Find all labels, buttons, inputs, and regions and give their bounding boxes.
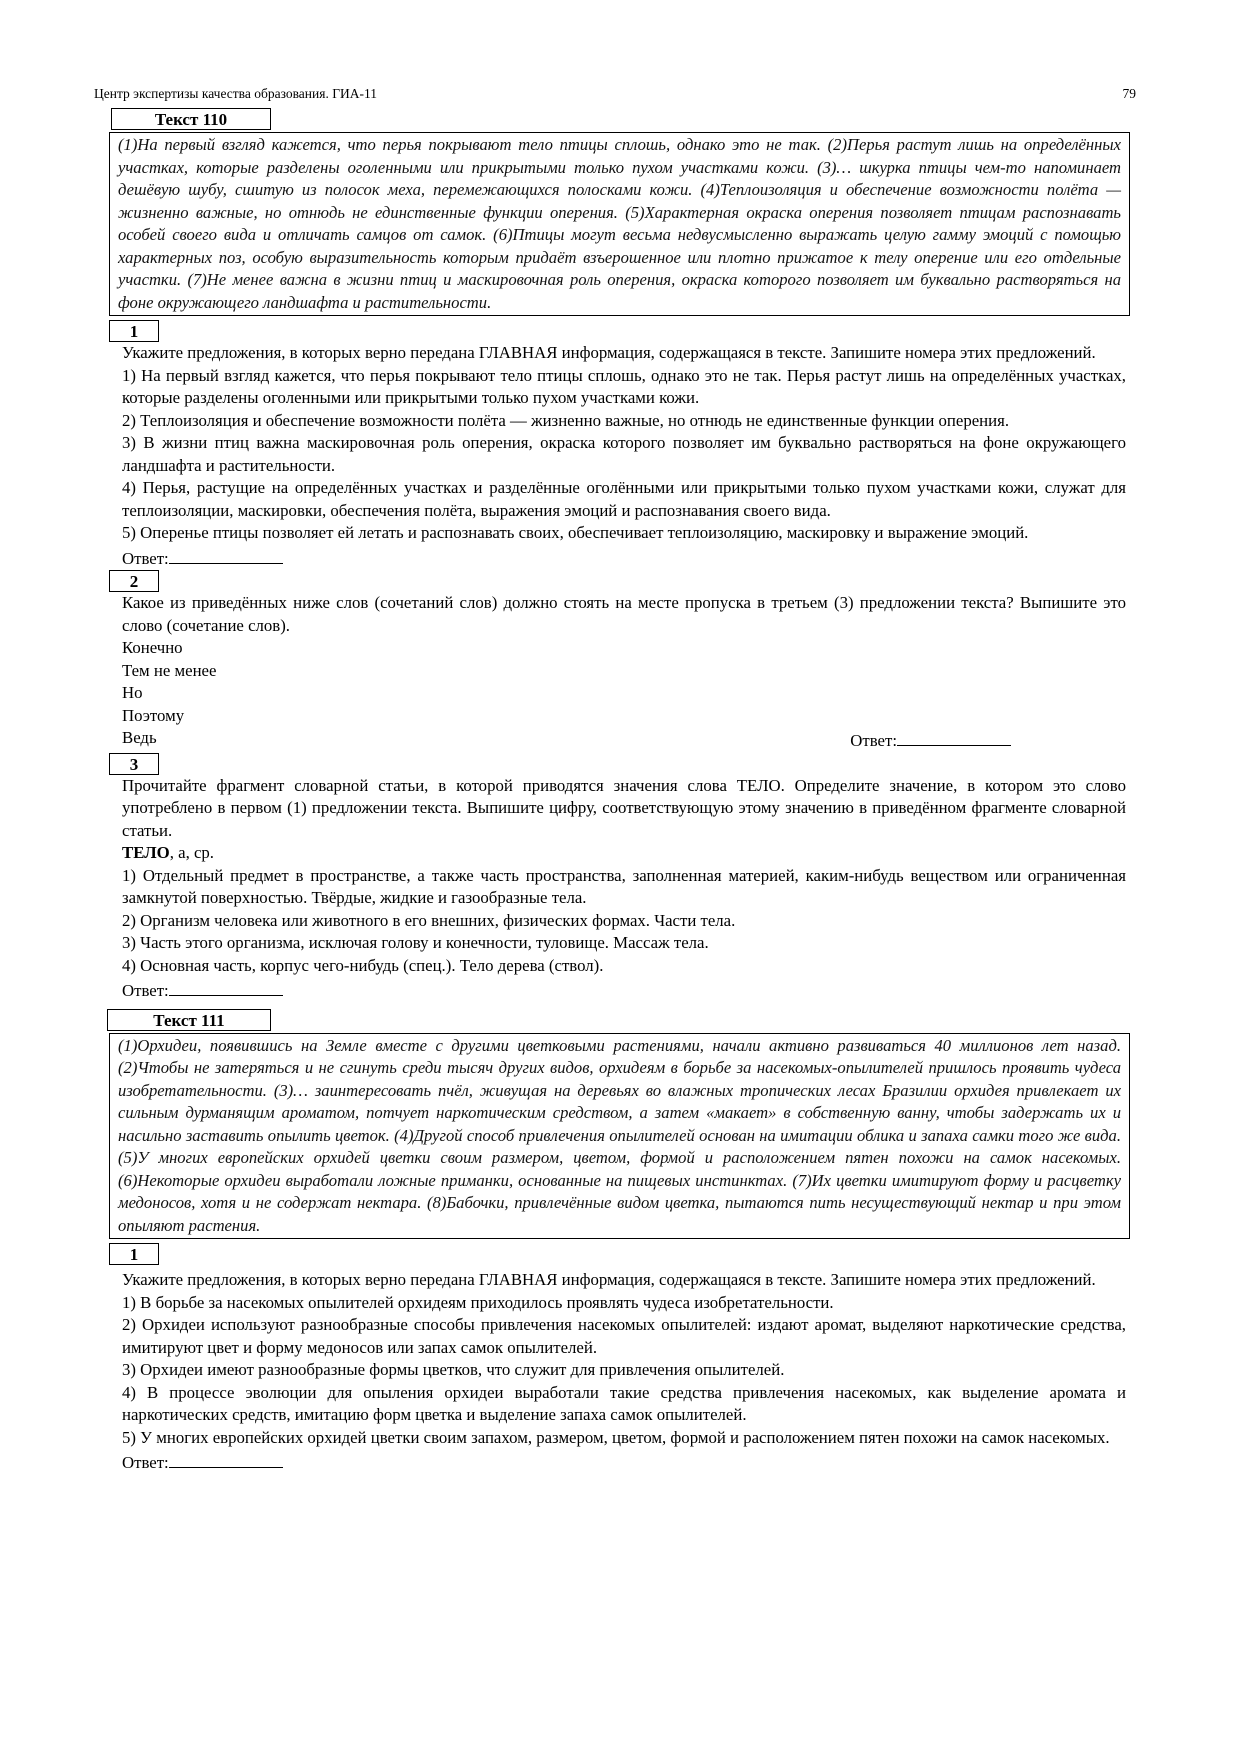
answer-label: Ответ: [850,731,897,750]
page-header [94,86,1136,106]
task-2 [122,592,1126,753]
word-option: Поэтому [122,705,185,725]
answer-row [122,977,1126,1003]
header-org: Центр экспертизы качества образования. ГИА-11 [94,86,377,101]
option-3: 3) Орхидеи имеют разнообразные формы цветков, что служит для привлечения опылителей. [122,1360,785,1379]
task-1 [122,1269,1126,1475]
word-option: Тем не менее [122,660,217,680]
meaning-4: 4) Основная часть, корпус чего-нибудь (спец.). Тело дерева (ствол). [122,955,604,975]
word-option: Ведь [122,728,157,747]
text-title: Текст 111 [107,1009,271,1031]
option-5: 5) У многих европейских орхидей цветки своим запахом, размером, цветом, формой и расположением пятен похожи на самок насекомых. [122,1427,1110,1447]
option-5: 5) Оперенье птицы позволяет ей летать и распознавать своих, обеспечивает теплоизоляцию, маскировку и выражение эмоций. [122,523,1029,542]
answer-field[interactable] [169,1449,283,1468]
entry-word: ТЕЛО [122,843,170,862]
task-prompt: Прочитайте фрагмент словарной статьи, в которой приводятся значения слова ТЕЛО. Определите значение, в котором это слово употреблено в первом (1) предложении текста. Выпишите цифру, соответствующую этому значению в приведённом фрагменте словарной статьи. [122,775,1126,840]
word-option: Конечно [122,638,183,657]
word-option: Но [122,683,143,702]
page-number: 79 [1122,86,1136,101]
meaning-3: 3) Часть этого организма, исключая голову и конечности, туловище. Массаж тела. [122,933,709,952]
answer-field[interactable] [897,727,1011,746]
answer-row [850,727,1011,753]
task-number: 3 [109,753,159,775]
page [94,86,1136,1475]
task-prompt: Укажите предложения, в которых верно передана ГЛАВНАЯ информация, содержащаяся в тексте. Запишите номера этих предложений. [122,1270,1096,1289]
task-3 [122,775,1126,1003]
option-3: 3) В жизни птиц важна маскировочная роль оперения, окраска которого позволяет им буквально растворяться на фоне окружающего ландшафта и растительности. [122,433,1126,475]
task-prompt: Укажите предложения, в которых верно передана ГЛАВНАЯ информация, содержащаяся в тексте. Запишите номера этих предложений. [122,343,1096,362]
text-title: Текст 110 [111,108,271,130]
option-1: 1) На первый взгляд кажется, что перья покрывают тело птицы сплошь, однако это не так. Перья растут лишь на определённых участках, которые разделены оголенными или прикрытыми только пухом участками кожи. [122,365,1126,407]
answer-row [122,1449,1126,1475]
source-text: (1)Орхидеи, появившись на Земле вместе с другими цветковыми растениями, начали активно развиваться 40 миллионов лет назад. (2)Чтобы не затеряться и не сгинуть среди тысяч других видов, орхидеям в борьбе за насекомых-опылителей пришлось проявить чудеса изобретательности. (3)… заинтересовать пчёл, живущая на деревьях во влажных тропических лесах Бразилии орхидея привлекает их сильным дурманящим ароматом, потчует наркотическим средством, а затем «макает» в собственную ванну, чтобы задержать их и насильно заставить опылить цветок. (4)Другой способ привлечения опылителей основан на имитации облика и запаха самки того же вида. (5)У многих европейских орхидей цветки своим размером, цветом, формой и расположением пятен похожи на самок насекомых. (6)Некоторые орхидеи выработали ложные приманки, основанные на пищевых инстинктах. (7)Их цветки имитируют форму и расцветку медоносов, хотя и не содержат нектара. (8)Бабочки, привлечённые видом цветка, пытаются пить несуществующий нектар и при этом опыляют растения. [109,1033,1130,1240]
answer-label: Ответ: [122,1453,169,1472]
task-prompt: Какое из приведённых ниже слов (сочетаний слов) должно стоять на месте пропуска в третьем (3) предложении текста? Выпишите это слово (сочетание слов). [122,593,1126,635]
task-1 [122,342,1126,570]
option-4: 4) В процессе эволюции для опыления орхидеи выработали такие средства привлечения насекомых, как выделение аромата и наркотических средств, имитацию форм цветка и выделение запаха самок опылителей. [122,1382,1126,1424]
entry-grammar: , а, ср. [169,843,214,862]
dictionary-entry-head [122,842,1126,865]
task-number: 1 [109,320,159,342]
meaning-1: 1) Отдельный предмет в пространстве, а также часть пространства, заполненная материей, каким-нибудь веществом или ограниченная замкнутой поверхностью. Твёрдые, жидкие и газообразные тела. [122,865,1126,907]
option-1: 1) В борьбе за насекомых опылителей орхидеям приходилось проявлять чудеса изобретательности. [122,1292,834,1312]
answer-label: Ответ: [122,981,169,1000]
source-text: (1)На первый взгляд кажется, что перья покрывают тело птицы сплошь, однако это не так. (2)Перья растут лишь на определённых участках, которые разделены оголенными или прикрытыми только пухом участками кожи. (3)… шкурка птицы чем-то напоминает дешёвую шубу, сшитую из полосок меха, перемежающихся полосками кожи. (4)Теплоизоляция и обеспечение возможности полёта — жизненно важные, но отнюдь не единственные функции оперения. (5)Характерная окраска оперения позволяет птицам распознавать особей своего вида и отличать самцов от самок. (6)Птицы могут весьма недвусмысленно выражать целую гамму эмоций с помощью характерных поз, особую выразительность которым придаёт взъерошенное или плотно прижатое к телу оперение или его отдельные участки. (7)Не менее важна в жизни птиц и маскировочная роль оперения, окраска которого позволяет им буквально растворяться на фоне окружающего ландшафта и растительности. [109,132,1130,316]
task-number: 2 [109,570,159,592]
answer-row [122,545,1126,571]
meaning-2: 2) Организм человека или животного в его внешних, физических формах. Части тела. [122,910,736,930]
answer-label: Ответ: [122,548,169,568]
answer-field[interactable] [169,977,283,996]
task-number: 1 [109,1243,159,1265]
option-4: 4) Перья, растущие на определённых участках и разделённые оголёнными или прикрытыми только пухом участками кожи, служат для теплоизоляции, маскировки, обеспечения полёта, выражения эмоций и распознавания своего вида. [122,478,1126,520]
option-2: 2) Орхидеи используют разнообразные способы привлечения насекомых опылителей: издают аромат, выделяют наркотические средства, имитируют цвет и форму медоносов или запах самок опылителей. [122,1315,1126,1357]
last-option-row [122,727,1126,753]
answer-field[interactable] [169,545,283,564]
option-2: 2) Теплоизоляция и обеспечение возможности полёта — жизненно важные, но отнюдь не единственные функции оперения. [122,410,1010,430]
